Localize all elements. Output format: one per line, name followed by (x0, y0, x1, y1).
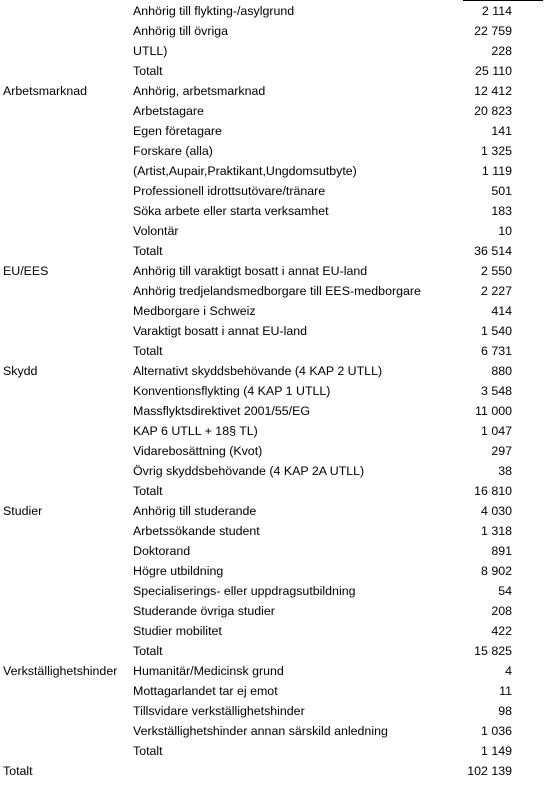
row-value: 4 030 (480, 504, 512, 518)
row-value: 38 (498, 464, 512, 478)
row-subcategory: Anhörig till flykting-/asylgrund (133, 4, 295, 18)
row-value: 102 139 (467, 764, 512, 778)
table-row (0, 181, 555, 201)
table-row (0, 21, 555, 41)
row-category: Arbetsmarknad (3, 84, 88, 98)
table-row (0, 101, 555, 121)
row-value: 36 514 (474, 244, 512, 258)
table-row (0, 381, 555, 401)
row-value: 20 823 (474, 104, 512, 118)
row-subcategory: Totalt (133, 744, 163, 758)
row-subcategory: KAP 6 UTLL + 18§ TL) (133, 424, 258, 438)
table-row (0, 501, 555, 521)
table-row (0, 621, 555, 641)
row-value: 16 810 (474, 484, 512, 498)
row-subcategory: Vidarebosättning (Kvot) (133, 444, 263, 458)
row-category: Verkställighetshinder (3, 664, 118, 678)
row-subcategory: Anhörig tredjelandsmedborgare till EES-medborgare (133, 284, 421, 298)
row-value: 12 412 (474, 84, 512, 98)
row-value: 422 (491, 624, 512, 638)
row-subcategory: Konventionsflykting (4 KAP 1 UTLL) (133, 384, 331, 398)
row-subcategory: Volontär (133, 224, 179, 238)
table-row (0, 1, 555, 21)
table-row (0, 421, 555, 441)
row-subcategory: Specialiserings- eller uppdragsutbildning (133, 584, 356, 598)
row-subcategory: Medborgare i Schweiz (133, 304, 256, 318)
row-subcategory: Anhörig till varaktigt bosatt i annat EU-land (133, 264, 368, 278)
row-value: 2 114 (481, 4, 512, 18)
row-subcategory: (Artist,Aupair,Praktikant,Ungdomsutbyte) (133, 164, 357, 178)
row-subcategory: Anhörig till övriga (133, 24, 229, 38)
table-row (0, 141, 555, 161)
row-value: 22 759 (474, 24, 512, 38)
table-row (0, 61, 555, 81)
row-value: 880 (491, 364, 512, 378)
row-value: 8 902 (480, 564, 512, 578)
row-subcategory: Professionell idrottsutövare/tränare (133, 184, 326, 198)
row-value: 414 (491, 304, 512, 318)
row-subcategory: Anhörig, arbetsmarknad (133, 84, 266, 98)
row-value: 228 (491, 44, 512, 58)
row-subcategory: Totalt (133, 64, 163, 78)
table-row (0, 81, 555, 101)
table-row (0, 581, 555, 601)
row-subcategory: Studier mobilitet (133, 624, 222, 638)
row-subcategory: Arbetssökande student (133, 524, 260, 538)
table-row (0, 161, 555, 181)
table-row (0, 641, 555, 661)
row-subcategory: Anhörig till studerande (133, 504, 257, 518)
row-subcategory: Verkställighetshinder annan särskild anledning (133, 724, 388, 738)
row-subcategory: Mottagarlandet tar ej emot (133, 684, 278, 698)
row-value: 98 (498, 704, 512, 718)
row-category: Studier (3, 504, 43, 518)
row-category: EU/EES (3, 264, 49, 278)
row-value: 25 110 (475, 64, 512, 78)
table-row (0, 701, 555, 721)
row-subcategory: Studerande övriga studier (133, 604, 275, 618)
row-value: 501 (491, 184, 512, 198)
table-row (0, 341, 555, 361)
row-value: 6 731 (480, 344, 512, 358)
table-row (0, 721, 555, 741)
row-subcategory: Söka arbete eller starta verksamhet (133, 204, 329, 218)
row-value: 1 540 (480, 324, 512, 338)
row-subcategory: Totalt (133, 244, 163, 258)
row-value: 297 (491, 444, 512, 458)
table-row (0, 461, 555, 481)
row-value: 891 (491, 544, 512, 558)
table-row (0, 481, 555, 501)
table-row (0, 561, 555, 581)
row-value: 2 227 (480, 284, 512, 298)
row-category: Skydd (3, 364, 38, 378)
table-row (0, 541, 555, 561)
table-row (0, 681, 555, 701)
table-row (0, 321, 555, 341)
row-subcategory: Humanitär/Medicinsk grund (133, 664, 284, 678)
row-value: 2 550 (480, 264, 512, 278)
row-subcategory: Varaktigt bosatt i annat EU-land (133, 324, 308, 338)
row-value: 183 (491, 204, 512, 218)
row-category: Totalt (3, 764, 33, 778)
table-row (0, 521, 555, 541)
row-value: 54 (498, 584, 512, 598)
row-subcategory: Alternativt skyddsbehövande (4 KAP 2 UTLL) (133, 364, 383, 378)
table-row (0, 281, 555, 301)
row-subcategory: Arbetstagare (133, 104, 204, 118)
row-value: 1 318 (480, 524, 512, 538)
table-row (0, 741, 555, 761)
table-row (0, 301, 555, 321)
row-value: 1 047 (480, 424, 512, 438)
table-row (0, 601, 555, 621)
row-value: 208 (491, 604, 512, 618)
table-row (0, 661, 555, 681)
table-row (0, 121, 555, 141)
row-subcategory: Totalt (133, 484, 163, 498)
row-value: 1 036 (480, 724, 512, 738)
row-subcategory: Forskare (alla) (133, 144, 213, 158)
row-subcategory: Doktorand (133, 544, 191, 558)
row-value: 15 825 (474, 644, 512, 658)
row-value: 11 (499, 684, 512, 698)
row-subcategory: Tillsvidare verkställighetshinder (133, 704, 305, 718)
table-row (0, 361, 555, 381)
row-value: 1 325 (480, 144, 512, 158)
table-row (0, 41, 555, 61)
row-subcategory: Övrig skyddsbehövande (4 KAP 2A UTLL) (133, 464, 365, 478)
table-row (0, 441, 555, 461)
row-value: 11 000 (475, 404, 512, 418)
row-value: 4 (505, 664, 512, 678)
row-subcategory: Högre utbildning (133, 564, 224, 578)
table-row (0, 761, 555, 781)
row-subcategory: Massflyktsdirektivet 2001/55/EG (133, 404, 310, 418)
table-row (0, 201, 555, 221)
row-subcategory: Totalt (133, 344, 163, 358)
row-value: 1 149 (480, 744, 512, 758)
table-row (0, 241, 555, 261)
row-value: 141 (491, 124, 512, 138)
row-value: 10 (498, 224, 512, 238)
row-subcategory: Egen företagare (133, 124, 222, 138)
table-row (0, 261, 555, 281)
table-row (0, 221, 555, 241)
table-row (0, 401, 555, 421)
row-value: 1 119 (481, 164, 512, 178)
row-value: 3 548 (480, 384, 512, 398)
row-subcategory: UTLL) (133, 44, 168, 58)
row-subcategory: Totalt (133, 644, 163, 658)
